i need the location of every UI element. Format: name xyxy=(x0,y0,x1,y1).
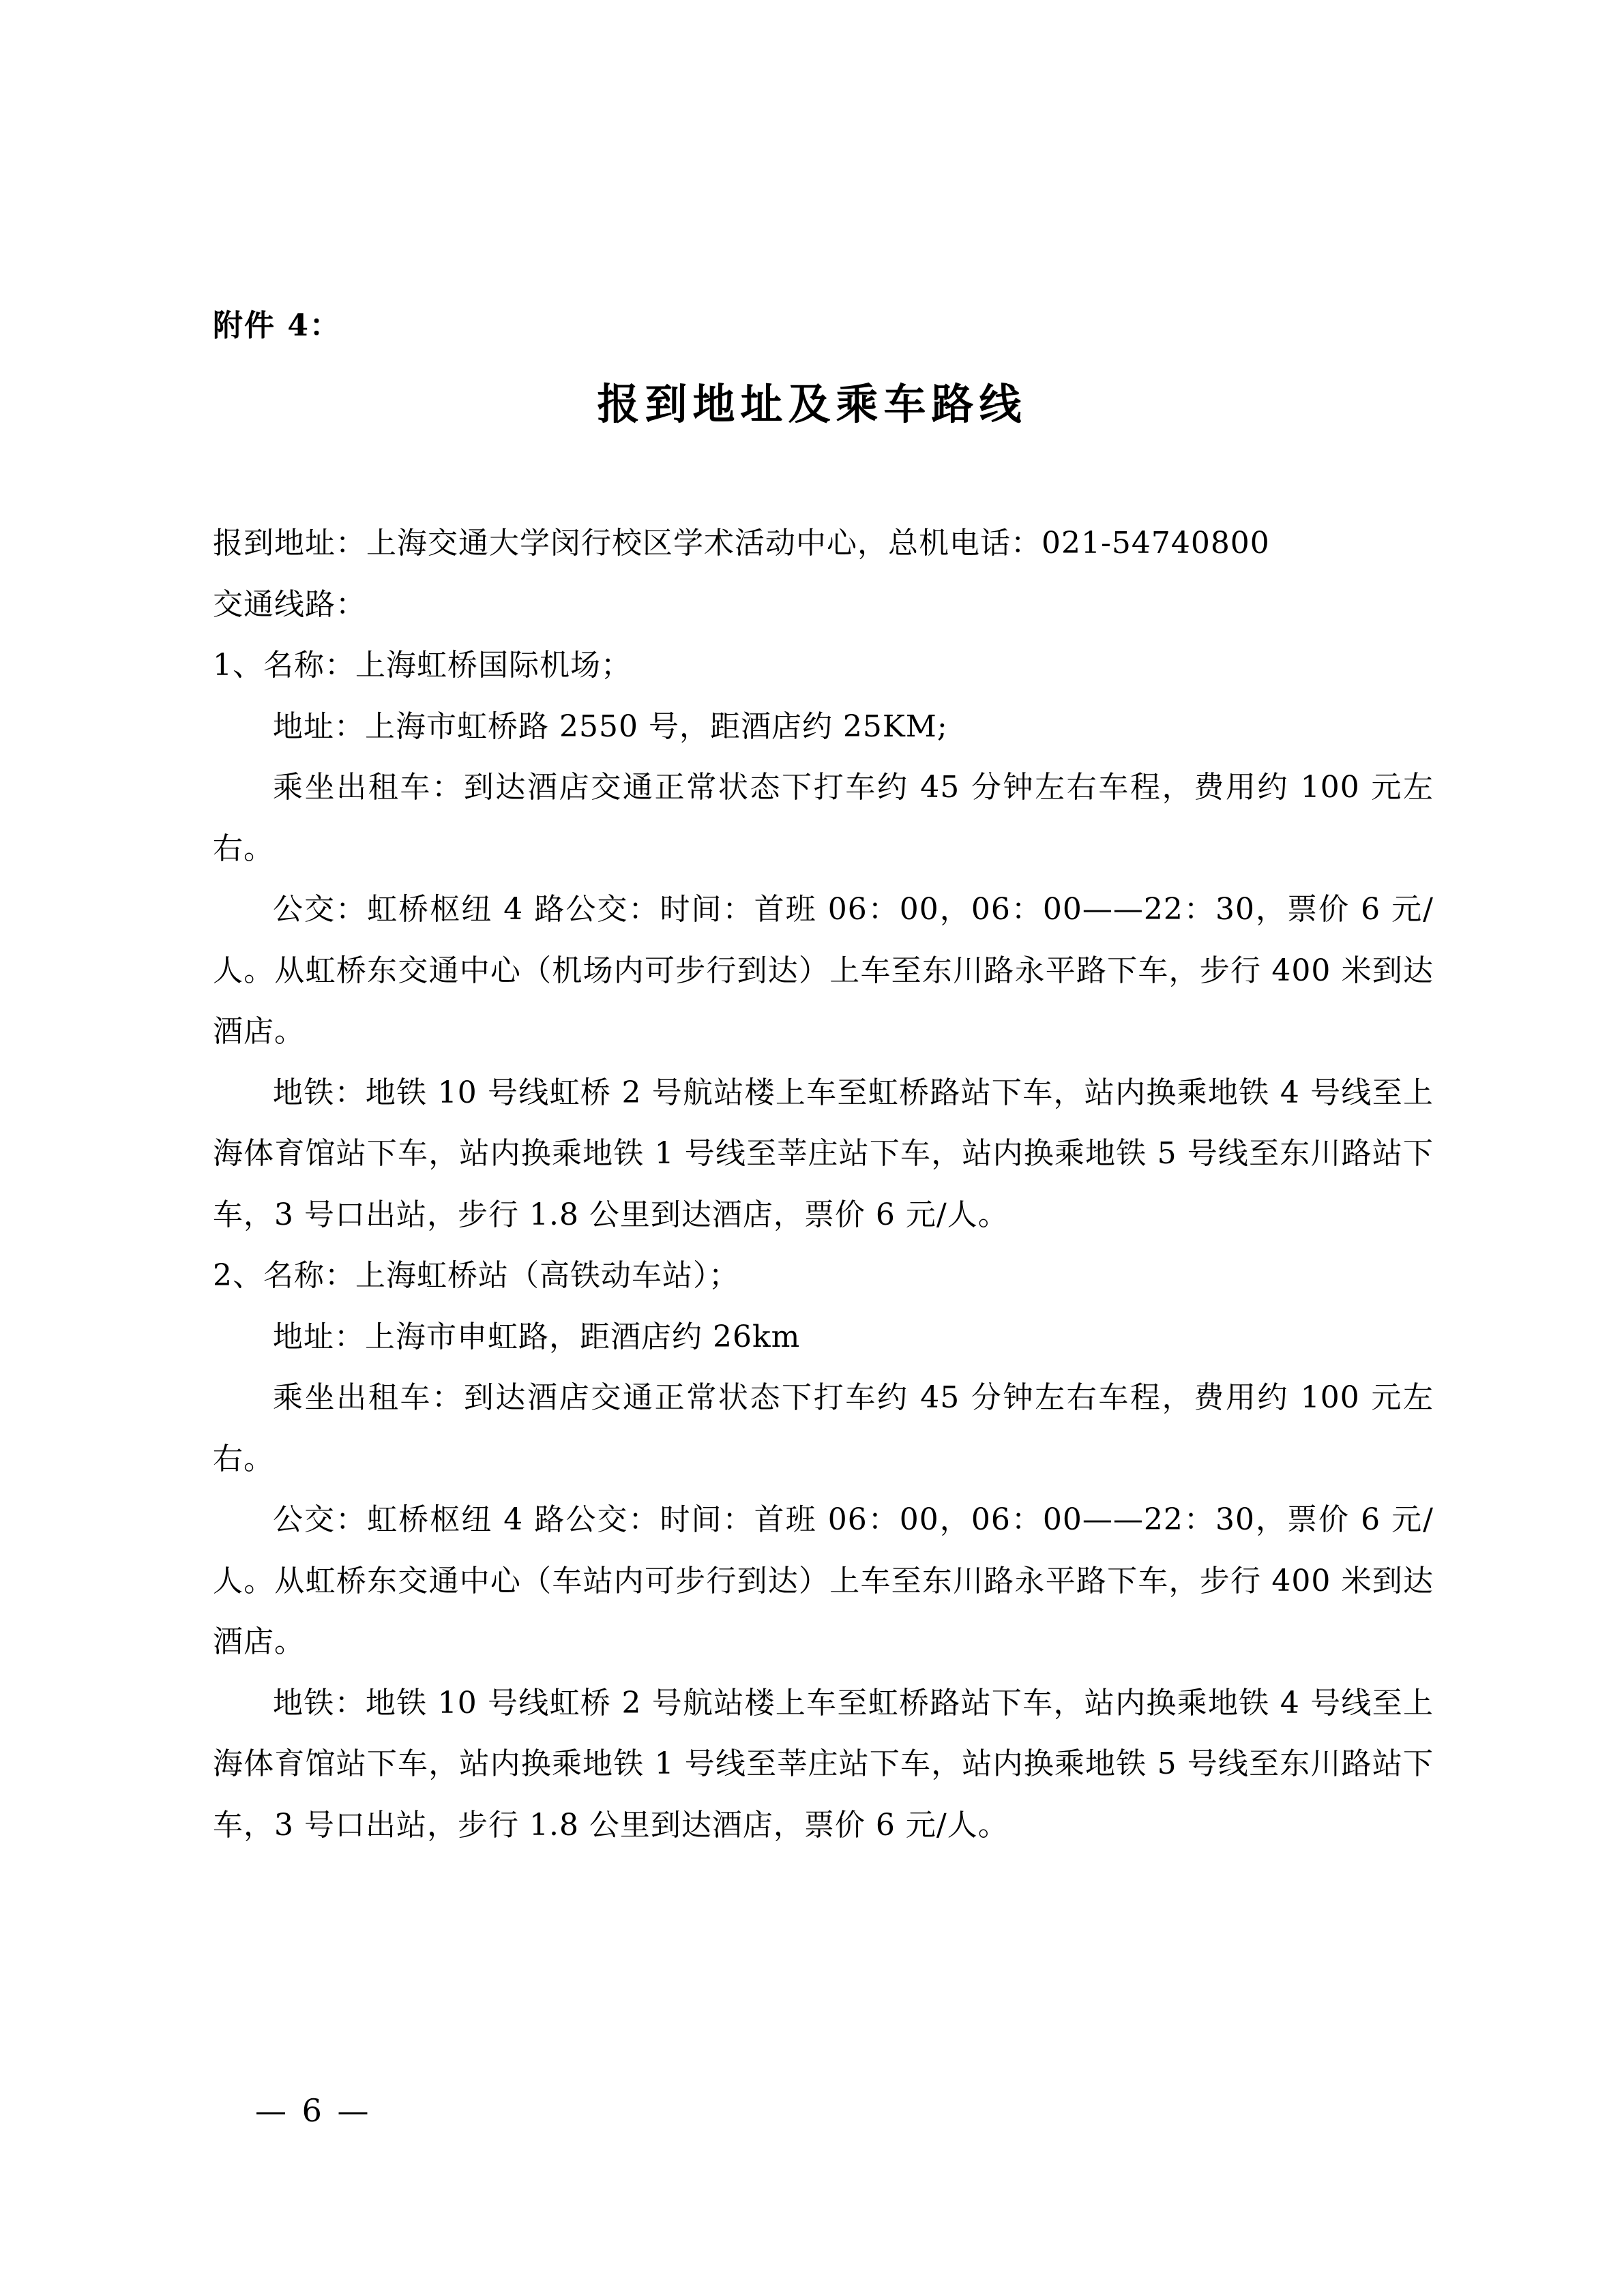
page-title: 报到地址及乘车路线 xyxy=(597,379,1027,429)
route-name: 2、名称：上海虹桥站（高铁动车站）； xyxy=(213,1258,739,1293)
route-section xyxy=(213,1245,1434,1855)
route-address: 地址：上海市申虹路，距酒店约 26km xyxy=(273,1319,801,1354)
attachment-label: 附件 4： xyxy=(213,308,341,343)
page-number: — 6 — xyxy=(255,2092,372,2129)
route-bus: 公交：虹桥枢纽 4 路公交：时间：首班 06：00，06：00——22：30，票价 6 元/人。从虹桥东交通中心（机场内可步行到达）上车至东川路永平路下车，步行 400 米到达酒店。 xyxy=(213,892,1434,1049)
route-section xyxy=(213,635,1434,1245)
route-metro: 地铁：地铁 10 号线虹桥 2 号航站楼上车至虹桥路站下车，站内换乘地铁 4 号线至上海体育馆站下车，站内换乘地铁 1 号线至莘庄站下车，站内换乘地铁 5 号线至东川路站下车，3 号口出站，步行 1.8 公里到达酒店，票价 6 元/人。 xyxy=(213,1685,1434,1843)
document-body xyxy=(213,513,1434,1855)
route-metro: 地铁：地铁 10 号线虹桥 2 号航站楼上车至虹桥路站下车，站内换乘地铁 4 号线至上海体育馆站下车，站内换乘地铁 1 号线至莘庄站下车，站内换乘地铁 5 号线至东川路站下车，3 号口出站，步行 1.8 公里到达酒店，票价 6 元/人。 xyxy=(213,1075,1434,1232)
route-name: 1、名称：上海虹桥国际机场； xyxy=(213,648,632,683)
route-address: 地址：上海市虹桥路 2550 号，距酒店约 25KM; xyxy=(273,709,948,744)
route-taxi: 乘坐出租车：到达酒店交通正常状态下打车约 45 分钟左右车程，费用约 100 元左右。 xyxy=(213,1380,1434,1476)
route-bus: 公交：虹桥枢纽 4 路公交：时间：首班 06：00，06：00——22：30，票价 6 元/人。从虹桥东交通中心（车站内可步行到达）上车至东川路永平路下车，步行 400 米到达酒店。 xyxy=(213,1502,1434,1659)
report-address: 报到地址：上海交通大学闵行校区学术活动中心，总机电话：021-54740800 xyxy=(213,526,1270,561)
routes-heading: 交通线路： xyxy=(213,586,366,622)
route-taxi: 乘坐出租车：到达酒店交通正常状态下打车约 45 分钟左右车程，费用约 100 元左右。 xyxy=(213,770,1434,866)
